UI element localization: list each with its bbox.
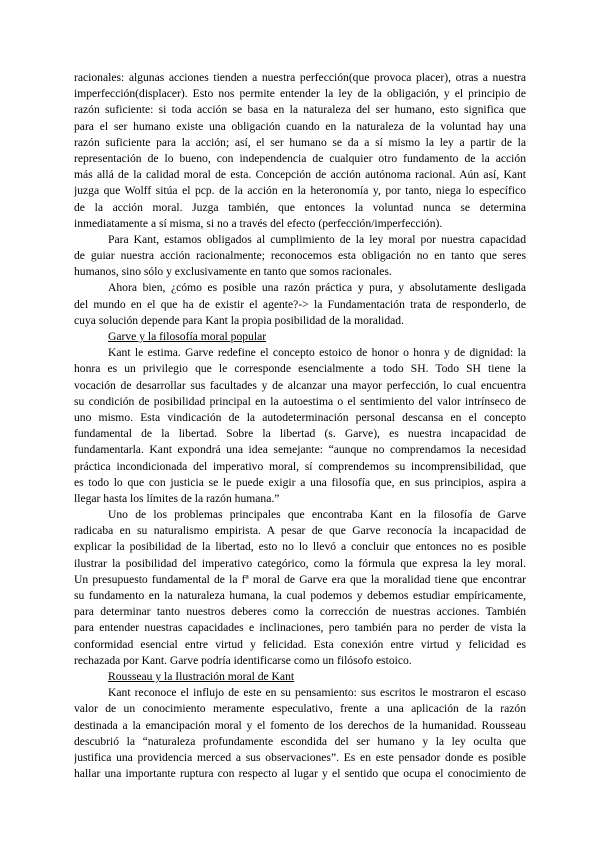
text-line: fundamental de la libertad. Sobre la libertad (s. Garve), es nuestra incapacidad de — [74, 427, 526, 441]
text-line: uno mismo. Esta vindicación de la autodeterminación personal descansa en el concepto — [74, 410, 526, 424]
text-line: práctica incondicionada del imperativo moral, sí comprendemos su incomprensibilidad, que — [74, 459, 526, 473]
text-line: para el ser humano existe una obligación cuando en la naturaleza de la voluntad hay una — [74, 119, 526, 133]
text-line: imperfección(displacer). Esto nos permite entender la ley de la obligación, y el principio de — [74, 87, 526, 101]
text-line: razón suficiente: si toda acción se basa en la naturaleza del ser humano, esto significa que — [74, 103, 526, 117]
text-line: Un presupuesto fundamental de la fª moral de Garve era que la moralidad tiene que encontrar — [74, 572, 526, 586]
text-line: Para Kant, estamos obligados al cumplimiento de la ley moral por nuestra capacidad — [108, 232, 526, 246]
text-line: para determinar tanto nuestros deberes como la corrección de nuestras acciones. También — [74, 605, 526, 619]
text-line: conformidad esencial entre virtud y felicidad. Esta conexión entre virtud y felicidad es — [74, 637, 526, 651]
text-line: destinada a la emancipación moral y el fomento de los derechos de la humanidad. Rousseau — [74, 718, 526, 732]
text-line: para entender nuestras capacidades e inclinaciones, pero también para no perder de vista la — [74, 621, 526, 635]
text-line: humanos, sino sólo y exclusivamente en tanto que somos racionales. — [74, 265, 392, 279]
text-line: radicaba en su naturalismo empirista. A pesar de que Garve reconocía la incapacidad de — [74, 524, 526, 538]
text-line: es todo lo que con justicia se le puede exigir a una filosofía que, en sus principios, aspira a — [74, 475, 526, 489]
text-line: hallar una importante ruptura con respecto al lugar y el sentido que ocupa el conocimiento de — [74, 767, 526, 781]
text-line: vocación de desarrollar sus facultades y de alcanzar una mayor perfección, lo cual encuentra — [74, 378, 526, 392]
text-line: Kant reconoce el influjo de este en su pensamiento: sus escritos le mostraron el escaso — [108, 686, 526, 700]
text-line: razón suficiente para la acción; así, el ser humano se da a sí mismo la ley a partir de la — [74, 135, 526, 149]
text-line: juzga que Wolff sitúa el pcp. de la acción en la heteronomía y, por tanto, niega lo específico — [74, 184, 526, 198]
text-line: Ahora bien, ¿cómo es posible una razón práctica y pura, y absolutamente desligada — [108, 281, 526, 295]
text-line: ilustrar la posibilidad del imperativo categórico, como la fórmula que expresa la ley moral. — [74, 556, 526, 570]
text-line: descubrió la “naturaleza profundamente escondida del ser humano y la ley oculta que — [74, 734, 526, 748]
section-heading: Rousseau y la Ilustración moral de Kant — [108, 669, 295, 683]
text-line: honra es un privilegio que le corresponde esencialmente a todo SH. Todo SH tiene la — [74, 362, 526, 376]
text-line: inmediatamente a sí misma, si no a través del efecto (perfección/imperfección). — [74, 216, 443, 230]
text-line: más allá de la calidad moral de esta. Concepción de acción autónoma racional. Aún así, Kant — [74, 168, 526, 182]
text-line: su fundamento en la naturaleza humana, la cual podemos y debemos estudiar empíricamente, — [74, 589, 526, 602]
text-line: de la acción moral. Juzga también, que entonces la voluntad nunca se determina — [74, 200, 526, 214]
text-line: valor de un conocimiento meramente especulativo, frente a una aplicación de la razón — [74, 702, 526, 716]
text-line: explicar la posibilidad de la libertad, esto no lo llevó a concluir que entonces no es posible — [74, 540, 526, 554]
text-line: cuya solución depende para Kant la propia posibilidad de la moralidad. — [74, 313, 404, 327]
text-line: justifica una providencia merced a sus observaciones”. Es en este pensador donde es posible — [74, 750, 526, 764]
text-line: del mundo en el que ha de existir el agente?-> la Fundamentación trata de responderlo, de — [74, 297, 526, 311]
text-line: rechazada por Kant. Garve podría identificarse como un filósofo estoico. — [74, 653, 412, 667]
text-line: representación de lo bueno, con independencia de cualquier otro fundamento de la acción — [74, 151, 526, 165]
text-line: de guiar nuestra acción racionalmente; reconocemos esta obligación no en tanto que seres — [74, 249, 526, 263]
section-heading: Garve y la filosofía moral popular — [108, 330, 267, 343]
text-line: racionales: algunas acciones tienden a nuestra perfección(que provoca placer), otras a nuestra — [74, 71, 526, 84]
text-line: Kant le estima. Garve redefine el concepto estoico de honor o honra y de dignidad: la — [108, 346, 526, 360]
text-line: su condición de posibilidad principal en la autoestima o el sentimiento del valor intrínseco de — [74, 394, 526, 408]
text-line: llegar hasta los límites de la razón humana.” — [74, 491, 280, 505]
document-page — [74, 70, 526, 782]
text-line: Uno de los problemas principales que encontraba Kant en la filosofía de Garve — [108, 508, 526, 522]
text-line: fundamentarla. Kant expondrá una idea semejante: “aunque no comprendamos la necesidad — [74, 443, 526, 457]
